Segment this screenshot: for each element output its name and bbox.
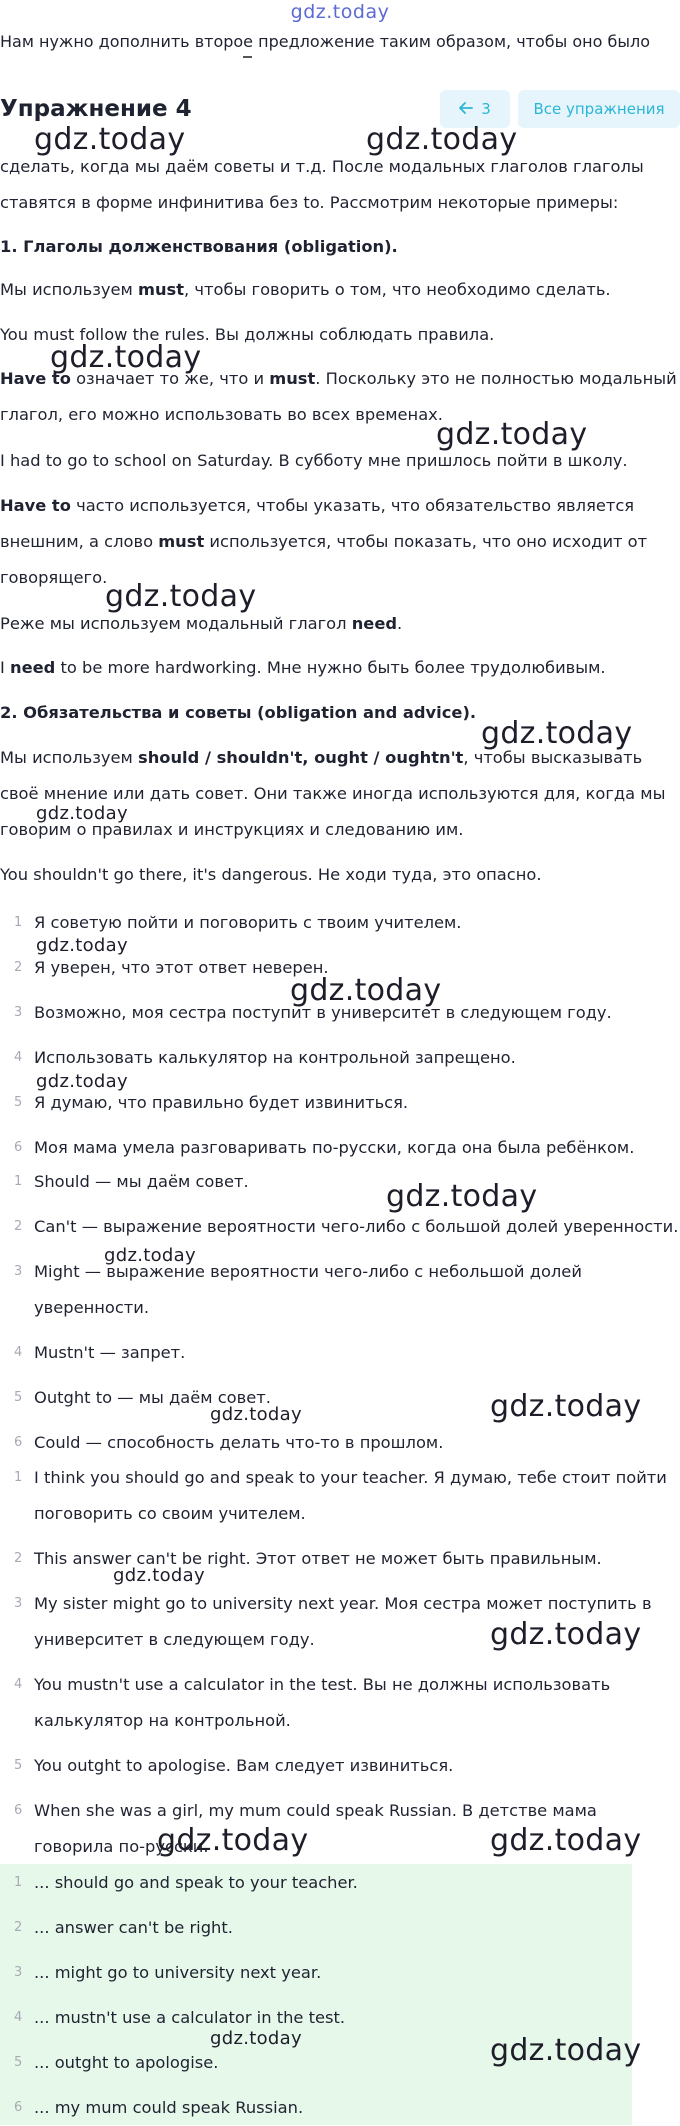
watermark: gdz.today: [490, 1617, 642, 1652]
site-logo[interactable]: gdz.today: [290, 1, 390, 23]
list-item: 4 Использовать калькулятор на контрольной запрещено.: [14, 1048, 516, 1067]
watermark: gdz.today: [490, 1823, 642, 1858]
watermark: gdz.today: [36, 935, 128, 956]
watermark: gdz.today: [366, 122, 518, 157]
theory-paragraph: сделать, когда мы даём советы и т.д. После модальных глаголов глаголы ставятся в форме инфинитива без to. Рассмотрим некоторые примеры:: [0, 157, 644, 212]
page-title: Упражнение 4: [0, 96, 192, 122]
watermark: gdz.today: [34, 122, 186, 157]
theory-paragraph: Have to означает то же, что и must. Поскольку это не полностью модальный глагол, его можно использовать во всех временах.: [0, 369, 677, 424]
answer-item: 1 ... should go and speak to your teacher.: [14, 1873, 358, 1892]
watermark: gdz.today: [113, 1565, 205, 1586]
list-item: 4 Mustn't — запрет.: [14, 1343, 186, 1362]
list-item: 1 Я советую пойти и поговорить с твоим учителем.: [14, 913, 462, 932]
answer-item: 3 ... might go to university next year.: [14, 1963, 322, 1982]
list-item: 3 Возможно, моя сестра поступит в университет в следующем году.: [14, 1003, 612, 1022]
watermark: gdz.today: [481, 716, 633, 751]
arrow-left-icon: [459, 100, 473, 118]
list-item: 6 When she was a girl, my mum could speak Russian. В детстве мама говорила по-русски.: [14, 1801, 597, 1856]
list-item: 2 This answer can't be right. Этот ответ не может быть правильным.: [14, 1549, 602, 1568]
section-heading: 1. Глаголы долженствования (obligation).: [0, 237, 398, 256]
list-item: 5 Я думаю, что правильно будет извиниться.: [14, 1093, 409, 1112]
prev-exercise-number: 3: [481, 100, 491, 118]
divider: [243, 56, 252, 58]
list-item: 2 Я уверен, что этот ответ неверен.: [14, 958, 329, 977]
list-item: 4 You mustn't use a calculator in the test. Вы не должны использовать калькулятор на контрольной.: [14, 1675, 611, 1730]
example-sentence: You shouldn't go there, it's dangerous. Не ходи туда, это опасно.: [0, 865, 542, 884]
watermark: gdz.today: [157, 1823, 309, 1858]
list-item: 6 Could — способность делать что-то в прошлом.: [14, 1433, 444, 1452]
theory-paragraph: Мы используем must, чтобы говорить о том, что необходимо сделать.: [0, 280, 611, 299]
all-exercises-button[interactable]: Все упражнения: [518, 90, 680, 128]
list-item: 6 Моя мама умела разговаривать по-русски, когда она была ребёнком.: [14, 1138, 635, 1157]
answer-item: 6 ... my mum could speak Russian.: [14, 2098, 304, 2117]
list-item: 3 Might — выражение вероятности чего-либо с небольшой долей уверенности.: [14, 1262, 582, 1317]
watermark: gdz.today: [36, 1071, 128, 1092]
theory-paragraph: Have to часто используется, чтобы указать, что обязательство является внешним, а слово must используется, чтобы показать, что оно исходит от говорящего.: [0, 496, 648, 587]
watermark: gdz.today: [490, 2033, 642, 2068]
theory-paragraph: Мы используем should / shouldn't, ought / oughtn't, чтобы высказывать своё мнение или дать совет. Они также иногда используются для, когда мы говорим о правилах и инструкциях и следованию им.: [0, 748, 666, 839]
list-item: 2 Can't — выражение вероятности чего-либо с большой долей уверенности.: [14, 1217, 679, 1236]
example-list: [0, 1460, 680, 1865]
answer-list: [0, 1865, 680, 2126]
watermark: gdz.today: [36, 803, 128, 824]
watermark: gdz.today: [210, 2028, 302, 2049]
section-heading: 2. Обязательства и советы (obligation and advice).: [0, 703, 477, 722]
list-item: 1 I think you should go and speak to your teacher. Я думаю, тебе стоит пойти поговорить со своим учителем.: [14, 1468, 667, 1523]
answer-item: 5 ... outght to apologise.: [14, 2053, 219, 2072]
watermark: gdz.today: [210, 1404, 302, 1425]
watermark: gdz.today: [50, 340, 202, 375]
watermark: gdz.today: [490, 1389, 642, 1424]
watermark: gdz.today: [436, 417, 588, 452]
example-sentence: I had to go to school on Saturday. В субботу мне пришлось пойти в школу.: [0, 451, 628, 470]
example-sentence: I need to be more hardworking. Мне нужно быть более трудолюбивым.: [0, 658, 606, 677]
answer-item: 2 ... answer can't be right.: [14, 1918, 233, 1937]
watermark: gdz.today: [290, 973, 442, 1008]
watermark: gdz.today: [386, 1179, 538, 1214]
list-item: 5 You outght to apologise. Вам следует извиниться.: [14, 1756, 454, 1775]
list-item: 1 Should — мы даём совет.: [14, 1172, 249, 1191]
example-sentence: You must follow the rules. Вы должны соблюдать правила.: [0, 325, 495, 344]
theory-paragraph: Реже мы используем модальный глагол need.: [0, 614, 403, 633]
list-item: 5 Outght to — мы даём совет.: [14, 1388, 271, 1407]
watermark: gdz.today: [105, 579, 257, 614]
intro-text: Нам нужно дополнить второе предложение таким образом, чтобы оно было: [0, 32, 650, 51]
list-item: 3 My sister might go to university next year. Моя сестра может поступить в университет в следующем году.: [14, 1594, 652, 1649]
answer-item: 4 ... mustn't use a calculator in the test.: [14, 2008, 346, 2027]
watermark: gdz.today: [104, 1245, 196, 1266]
